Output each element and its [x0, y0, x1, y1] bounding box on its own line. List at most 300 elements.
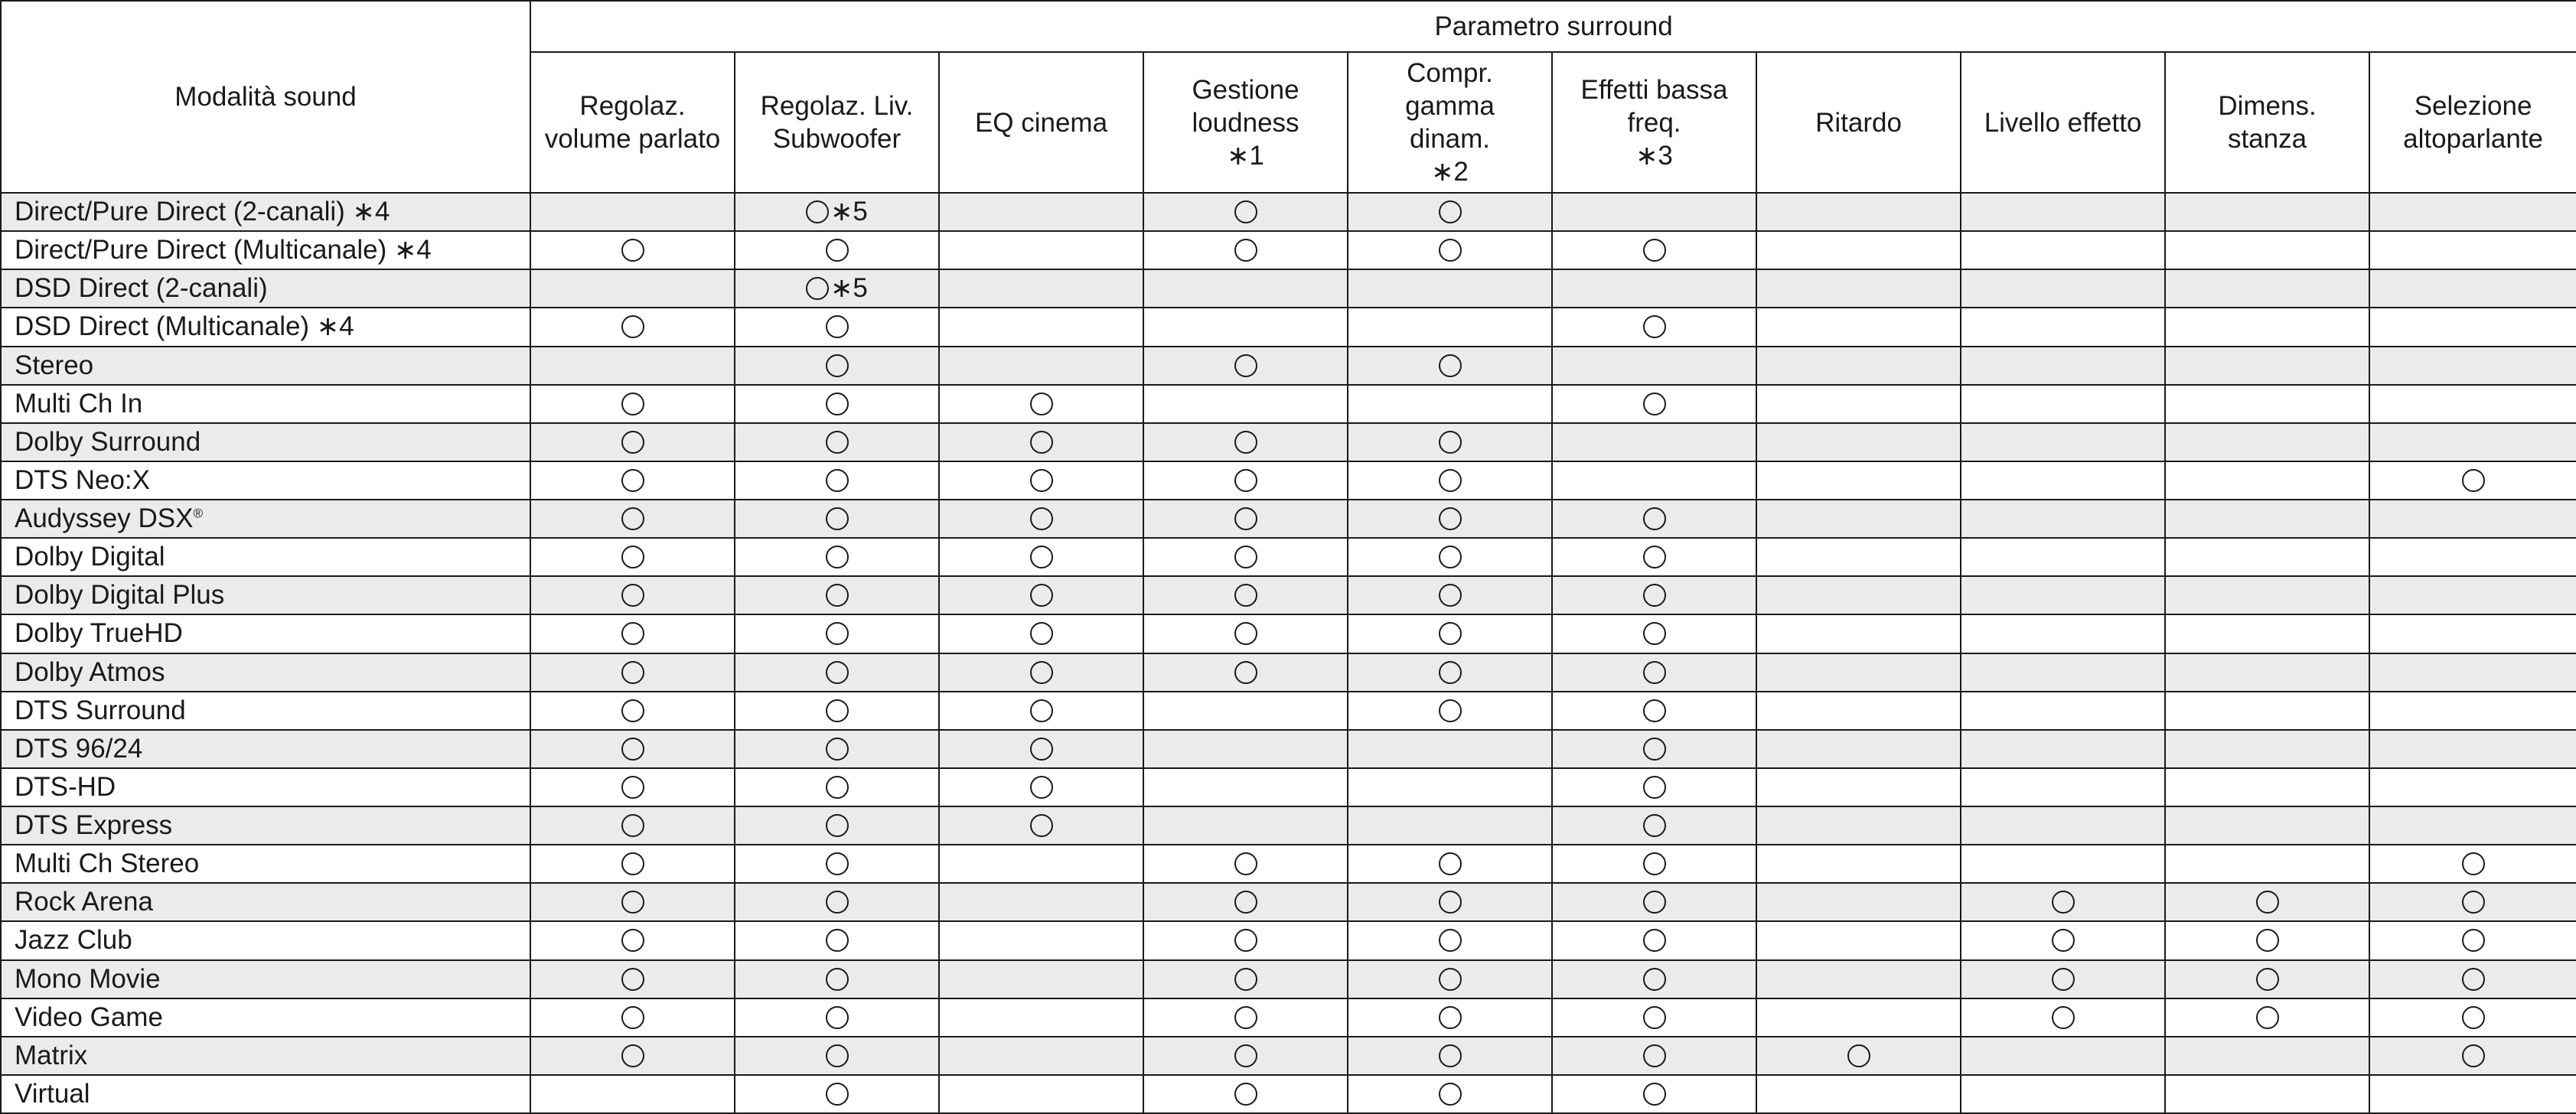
available-circle-icon	[1234, 546, 1257, 568]
available-circle-icon	[1030, 776, 1053, 799]
available-circle-icon	[826, 852, 849, 875]
parameter-cell	[2165, 231, 2369, 269]
column-header-line: Gestione	[1192, 74, 1299, 105]
parameter-cell	[1552, 768, 1756, 806]
available-circle-icon	[826, 1006, 849, 1029]
parameter-cell	[1552, 653, 1756, 692]
sound-mode-name	[1, 385, 530, 423]
parameter-cell	[2369, 921, 2576, 959]
parameter-cell	[735, 308, 939, 346]
parameter-cell	[2165, 423, 2369, 461]
parameter-cell	[1961, 730, 2165, 768]
parameter-cell	[1756, 347, 1961, 385]
parameter-cell	[530, 347, 735, 385]
sound-mode-name	[1, 231, 530, 269]
column-header	[2369, 52, 2576, 193]
parameter-cell	[1143, 347, 1348, 385]
available-circle-icon	[1234, 584, 1257, 607]
column-header-line: ∗2	[1431, 157, 1469, 187]
column-header-line: Compr.	[1407, 58, 1493, 88]
sound-mode-label: Dolby Digital Plus	[15, 580, 225, 611]
parameter-cell	[1552, 1037, 1756, 1075]
parameter-cell	[1552, 231, 1756, 269]
parameter-cell	[1143, 423, 1348, 461]
parameter-cell	[2165, 538, 2369, 576]
parameter-cell	[735, 269, 939, 308]
parameter-cell	[1143, 538, 1348, 576]
available-circle-icon	[1643, 239, 1666, 262]
parameter-cell	[1961, 538, 2165, 576]
available-circle-icon	[1643, 699, 1666, 722]
available-circle-icon	[1643, 507, 1666, 530]
available-circle-icon	[2256, 891, 2279, 914]
column-header-line: loudness	[1192, 107, 1299, 138]
sound-mode-name	[1, 423, 530, 461]
available-circle-icon	[621, 1006, 644, 1029]
parameter-cell	[1348, 998, 1552, 1037]
parameter-cell	[2165, 385, 2369, 423]
available-circle-icon	[1234, 852, 1257, 875]
parameter-cell	[1552, 193, 1756, 231]
parameter-cell	[939, 1037, 1143, 1075]
parameter-cell	[1143, 730, 1348, 768]
parameter-cell	[735, 768, 939, 806]
column-header	[1348, 52, 1552, 193]
available-circle-icon	[826, 431, 849, 454]
parameter-cell	[1143, 960, 1348, 998]
sound-mode-name	[1, 538, 530, 576]
parameter-cell	[939, 730, 1143, 768]
parameter-cell	[2369, 730, 2576, 768]
parameter-cell	[939, 614, 1143, 653]
table-row	[1, 768, 2576, 806]
available-circle-icon	[1234, 469, 1257, 492]
sound-mode-name	[1, 960, 530, 998]
table-row	[1, 883, 2576, 921]
sound-mode-label: DTS Neo:X	[15, 464, 150, 495]
surround-parameter-group-header: Parametro surround	[530, 1, 2576, 52]
column-header-line: EQ cinema	[974, 107, 1108, 138]
sound-mode-name	[1, 730, 530, 768]
parameter-cell	[1756, 385, 1961, 423]
parameter-cell	[1143, 308, 1348, 346]
available-circle-icon	[1234, 431, 1257, 454]
parameter-cell	[2369, 423, 2576, 461]
parameter-cell	[1143, 883, 1348, 921]
column-header-line: Subwoofer	[772, 124, 902, 154]
parameter-cell	[2165, 730, 2369, 768]
parameter-cell	[939, 653, 1143, 692]
parameter-cell	[1756, 614, 1961, 653]
parameter-cell	[530, 385, 735, 423]
parameter-cell	[1348, 193, 1552, 231]
parameter-cell	[2369, 998, 2576, 1037]
table-row	[1, 347, 2576, 385]
available-circle-icon	[1439, 968, 1462, 991]
parameter-cell	[2165, 193, 2369, 231]
sound-mode-label: Stereo	[15, 350, 94, 380]
parameter-cell	[1756, 1037, 1961, 1075]
parameter-cell	[1552, 308, 1756, 346]
table-row	[1, 614, 2576, 653]
parameter-cell	[1348, 845, 1552, 883]
sound-mode-name	[1, 921, 530, 959]
parameter-cell	[1143, 269, 1348, 308]
available-circle-icon	[826, 315, 849, 338]
column-header	[1756, 52, 1961, 193]
available-circle-icon	[621, 507, 644, 530]
parameter-cell	[1348, 1075, 1552, 1113]
available-circle-icon	[1643, 891, 1666, 914]
footnote-mark: ∗5	[830, 273, 868, 304]
available-circle-icon	[1439, 239, 1462, 262]
available-circle-icon	[826, 814, 849, 837]
available-circle-icon	[2256, 1006, 2279, 1029]
parameter-cell	[2369, 1075, 2576, 1113]
available-circle-icon	[1234, 1083, 1257, 1106]
available-circle-icon	[621, 1044, 644, 1067]
parameter-cell	[1552, 1075, 1756, 1113]
parameter-cell	[1348, 461, 1552, 500]
parameter-cell	[1756, 423, 1961, 461]
parameter-cell	[2369, 768, 2576, 806]
parameter-cell	[1961, 308, 2165, 346]
available-circle-icon	[621, 546, 644, 568]
column-header-line: Effetti bassa	[1580, 74, 1728, 105]
available-circle-icon	[1030, 431, 1053, 454]
parameter-cell	[1552, 730, 1756, 768]
parameter-cell	[2165, 883, 2369, 921]
sound-mode-label: Mono Movie	[15, 963, 161, 994]
parameter-cell	[1961, 423, 2165, 461]
table-row	[1, 1075, 2576, 1113]
sound-mode-name	[1, 347, 530, 385]
parameter-cell	[1756, 883, 1961, 921]
available-circle-icon	[1234, 1044, 1257, 1067]
parameter-cell	[1552, 576, 1756, 614]
sound-mode-name	[1, 308, 530, 346]
available-circle-icon	[1030, 622, 1053, 645]
sound-mode-label: Video Game	[15, 1002, 163, 1032]
parameter-cell	[939, 576, 1143, 614]
sound-mode-label: Dolby Surround	[15, 426, 201, 457]
parameter-cell	[1348, 308, 1552, 346]
available-circle-icon	[1030, 546, 1053, 568]
sound-mode-label: Rock Arena	[15, 887, 153, 917]
parameter-cell	[2369, 883, 2576, 921]
available-circle-icon	[1643, 929, 1666, 952]
parameter-cell	[1348, 653, 1552, 692]
available-circle-icon	[1439, 852, 1462, 875]
sound-mode-label: DSD Direct (Multicanale) ∗4	[15, 311, 354, 342]
available-circle-icon	[2052, 1006, 2075, 1029]
available-circle-icon	[826, 776, 849, 799]
parameter-cell	[530, 960, 735, 998]
parameter-cell	[530, 500, 735, 538]
parameter-cell	[1143, 768, 1348, 806]
parameter-cell	[2369, 576, 2576, 614]
available-circle-icon	[1234, 239, 1257, 262]
available-circle-icon	[1234, 929, 1257, 952]
column-header-line: Selezione	[2414, 91, 2532, 121]
available-circle-icon	[1439, 431, 1462, 454]
parameter-cell	[1348, 614, 1552, 653]
sound-mode-header: Modalità sound	[1, 1, 530, 193]
sound-mode-label: Direct/Pure Direct (2-canali) ∗4	[15, 197, 390, 227]
parameter-cell	[1961, 845, 2165, 883]
parameter-cell	[1348, 347, 1552, 385]
parameter-cell	[735, 461, 939, 500]
sound-mode-label: Direct/Pure Direct (Multicanale) ∗4	[15, 235, 432, 265]
parameter-cell	[735, 960, 939, 998]
parameter-cell	[1961, 193, 2165, 231]
parameter-cell	[1348, 921, 1552, 959]
available-circle-icon	[1030, 469, 1053, 492]
parameter-cell	[2369, 960, 2576, 998]
parameter-cell	[1756, 960, 1961, 998]
available-circle-icon	[2462, 852, 2485, 875]
parameter-cell	[1143, 1037, 1348, 1075]
available-circle-icon	[1234, 1006, 1257, 1029]
parameter-cell	[1756, 998, 1961, 1037]
parameter-cell	[1348, 269, 1552, 308]
available-circle-icon	[621, 852, 644, 875]
sound-mode-label: Virtual	[15, 1078, 90, 1109]
sound-mode-name	[1, 269, 530, 308]
parameter-cell	[530, 576, 735, 614]
parameter-cell	[530, 193, 735, 231]
available-circle-icon	[826, 929, 849, 952]
sound-mode-name	[1, 500, 530, 538]
parameter-cell	[735, 423, 939, 461]
sound-mode-name	[1, 1075, 530, 1113]
available-circle-icon	[1439, 891, 1462, 914]
parameter-cell	[1961, 960, 2165, 998]
available-circle-icon	[621, 699, 644, 722]
parameter-cell	[939, 692, 1143, 730]
available-circle-icon	[1439, 469, 1462, 492]
parameter-cell	[1348, 960, 1552, 998]
parameter-cell	[1756, 806, 1961, 845]
parameter-cell	[2369, 614, 2576, 653]
available-circle-icon	[1847, 1044, 1870, 1067]
available-circle-icon	[621, 661, 644, 684]
parameter-cell	[939, 385, 1143, 423]
available-circle-icon	[621, 891, 644, 914]
parameter-cell	[1143, 692, 1348, 730]
table-row	[1, 500, 2576, 538]
parameter-cell	[1143, 461, 1348, 500]
available-circle-icon	[1643, 1083, 1666, 1106]
available-circle-icon	[1643, 852, 1666, 875]
parameter-cell	[2369, 347, 2576, 385]
available-circle-icon	[1030, 584, 1053, 607]
parameter-cell	[1143, 576, 1348, 614]
parameter-cell	[735, 614, 939, 653]
parameter-cell	[530, 538, 735, 576]
sound-mode-name	[1, 461, 530, 500]
table-row	[1, 576, 2576, 614]
column-header	[530, 52, 735, 193]
available-circle-icon	[826, 507, 849, 530]
parameter-cell	[530, 845, 735, 883]
column-header-line: Regolaz.	[579, 91, 686, 121]
available-circle-icon	[621, 315, 644, 338]
parameter-cell	[735, 921, 939, 959]
parameter-cell	[1961, 998, 2165, 1037]
available-circle-icon	[826, 393, 849, 415]
parameter-cell	[2165, 806, 2369, 845]
available-circle-icon	[806, 277, 829, 300]
table-row	[1, 231, 2576, 269]
sound-mode-label: Dolby Digital	[15, 542, 165, 572]
parameter-cell	[1552, 500, 1756, 538]
sound-mode-label: DTS Surround	[15, 695, 186, 725]
available-circle-icon	[826, 239, 849, 262]
parameter-cell	[2165, 1037, 2369, 1075]
table-row	[1, 998, 2576, 1037]
parameter-cell	[1348, 730, 1552, 768]
sound-mode-name	[1, 845, 530, 883]
parameter-cell	[1552, 921, 1756, 959]
available-circle-icon	[826, 891, 849, 914]
sound-mode-label: Audyssey DSX	[15, 503, 194, 534]
available-circle-icon	[1030, 738, 1053, 761]
available-circle-icon	[1643, 393, 1666, 415]
available-circle-icon	[1643, 315, 1666, 338]
sound-mode-label: DTS 96/24	[15, 733, 143, 764]
parameter-cell	[1961, 768, 2165, 806]
parameter-cell	[939, 231, 1143, 269]
parameter-cell	[2369, 653, 2576, 692]
parameter-cell	[1143, 231, 1348, 269]
parameter-cell	[2165, 998, 2369, 1037]
available-circle-icon	[2462, 469, 2485, 492]
parameter-cell	[1348, 883, 1552, 921]
parameter-cell	[1143, 921, 1348, 959]
table-row	[1, 385, 2576, 423]
available-circle-icon	[2462, 929, 2485, 952]
available-circle-icon	[1643, 814, 1666, 837]
table-row	[1, 193, 2576, 231]
available-circle-icon	[1439, 546, 1462, 568]
column-header-line: altoparlante	[2403, 124, 2544, 154]
parameter-cell	[1348, 768, 1552, 806]
available-circle-icon	[826, 584, 849, 607]
available-circle-icon	[1234, 507, 1257, 530]
available-circle-icon	[1030, 393, 1053, 415]
parameter-cell	[1552, 347, 1756, 385]
sound-mode-label: DTS Express	[15, 810, 173, 841]
sound-mode-name	[1, 193, 530, 231]
available-circle-icon	[826, 699, 849, 722]
parameter-cell	[1961, 653, 2165, 692]
parameter-cell	[1756, 576, 1961, 614]
available-circle-icon	[621, 929, 644, 952]
parameter-cell	[1756, 730, 1961, 768]
parameter-cell	[735, 883, 939, 921]
parameter-cell	[530, 423, 735, 461]
sound-mode-name	[1, 1037, 530, 1075]
available-circle-icon	[621, 738, 644, 761]
available-circle-icon	[1234, 354, 1257, 377]
parameter-cell	[2165, 461, 2369, 500]
parameter-cell	[939, 538, 1143, 576]
column-header-line: stanza	[2227, 124, 2307, 154]
parameter-cell	[1961, 692, 2165, 730]
parameter-cell	[939, 998, 1143, 1037]
available-circle-icon	[1030, 507, 1053, 530]
available-circle-icon	[826, 661, 849, 684]
parameter-cell	[1961, 576, 2165, 614]
parameter-cell	[530, 768, 735, 806]
sound-mode-label: DTS-HD	[15, 771, 116, 802]
parameter-cell	[1552, 845, 1756, 883]
parameter-cell	[2165, 653, 2369, 692]
parameter-cell	[735, 576, 939, 614]
sound-mode-label: Matrix	[15, 1040, 88, 1070]
column-header	[2165, 52, 2369, 193]
column-header-line: volume parlato	[544, 124, 721, 154]
parameter-cell	[939, 193, 1143, 231]
parameter-cell	[1348, 500, 1552, 538]
parameter-cell	[2369, 193, 2576, 231]
parameter-cell	[1143, 500, 1348, 538]
parameter-cell	[1756, 231, 1961, 269]
parameter-cell	[1552, 269, 1756, 308]
parameter-cell	[735, 1037, 939, 1075]
parameter-cell	[1552, 806, 1756, 845]
parameter-cell	[1552, 883, 1756, 921]
parameter-cell	[530, 730, 735, 768]
parameter-cell	[1348, 692, 1552, 730]
parameter-cell	[939, 768, 1143, 806]
parameter-cell	[1348, 423, 1552, 461]
column-header	[1552, 52, 1756, 193]
parameter-cell	[1552, 692, 1756, 730]
column-header-line: Regolaz. Liv.	[760, 91, 914, 121]
available-circle-icon	[1234, 622, 1257, 645]
available-circle-icon	[2462, 968, 2485, 991]
parameter-cell	[1756, 692, 1961, 730]
available-circle-icon	[621, 968, 644, 991]
sound-mode-label: Multi Ch Stereo	[15, 849, 200, 879]
available-circle-icon	[2256, 968, 2279, 991]
parameter-cell	[1143, 1075, 1348, 1113]
parameter-cell	[735, 1075, 939, 1113]
parameter-cell	[735, 692, 939, 730]
parameter-cell	[1552, 960, 1756, 998]
parameter-cell	[2369, 538, 2576, 576]
parameter-cell	[2369, 845, 2576, 883]
parameter-cell	[2165, 692, 2369, 730]
column-header	[939, 52, 1143, 193]
parameter-cell	[735, 730, 939, 768]
available-circle-icon	[621, 469, 644, 492]
parameter-cell	[2165, 614, 2369, 653]
parameter-cell	[1552, 998, 1756, 1037]
parameter-cell	[1961, 385, 2165, 423]
parameter-cell	[735, 998, 939, 1037]
column-header	[1143, 52, 1348, 193]
sound-mode-label: Multi Ch In	[15, 388, 143, 419]
parameter-cell	[2165, 845, 2369, 883]
available-circle-icon	[1643, 546, 1666, 568]
parameter-cell	[1348, 1037, 1552, 1075]
available-circle-icon	[1439, 584, 1462, 607]
parameter-cell	[530, 461, 735, 500]
parameter-cell	[939, 806, 1143, 845]
